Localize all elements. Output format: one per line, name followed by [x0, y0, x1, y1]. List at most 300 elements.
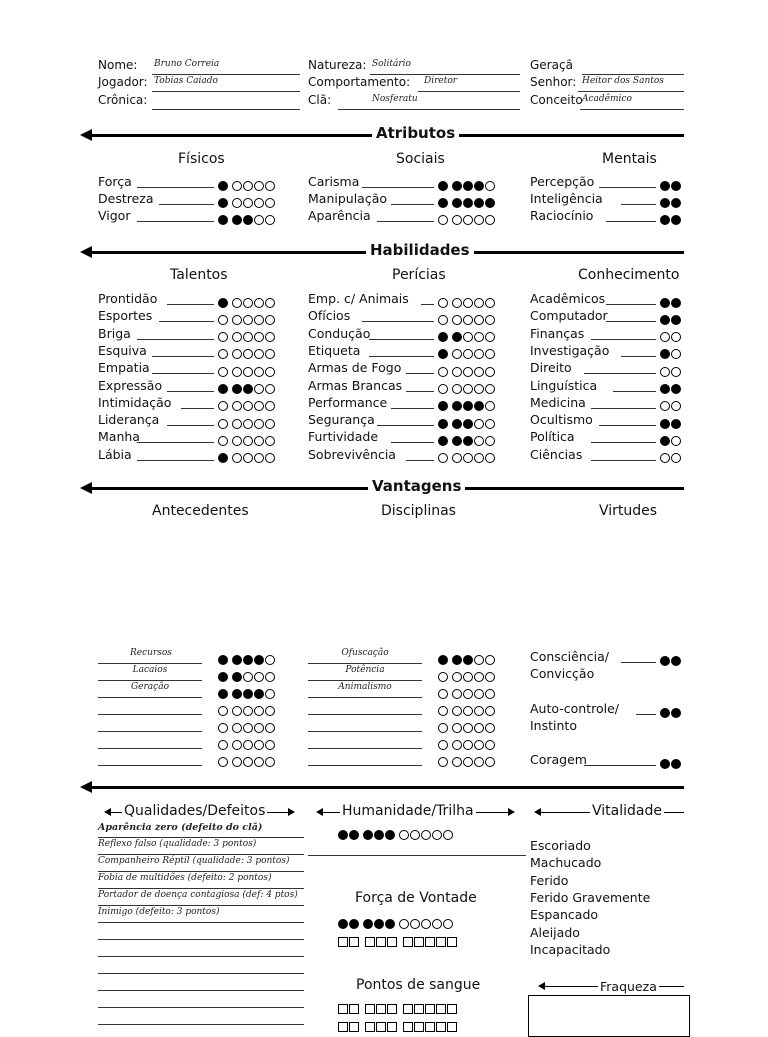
- empty-dot[interactable]: [474, 757, 484, 767]
- filled-dot[interactable]: [660, 181, 670, 191]
- dots-disciplina[interactable]: [438, 666, 496, 680]
- filled-dot[interactable]: [660, 436, 670, 446]
- empty-dot[interactable]: [218, 723, 228, 733]
- empty-dot[interactable]: [254, 315, 264, 325]
- filled-dot[interactable]: [671, 298, 681, 308]
- box[interactable]: [403, 937, 413, 947]
- dots-humanidade[interactable]: [338, 824, 454, 838]
- filled-dot[interactable]: [218, 672, 228, 682]
- dots-pericias[interactable]: [438, 292, 496, 306]
- empty-dot[interactable]: [265, 419, 275, 429]
- dots-virtude[interactable]: [660, 702, 682, 716]
- dots-conhecimentos[interactable]: [660, 361, 682, 375]
- box[interactable]: [365, 1004, 375, 1014]
- empty-dot[interactable]: [265, 367, 275, 377]
- empty-dot[interactable]: [452, 740, 462, 750]
- empty-dot[interactable]: [265, 672, 275, 682]
- cla-field[interactable]: [338, 109, 520, 110]
- qualidade-field[interactable]: [98, 837, 304, 838]
- empty-dot[interactable]: [660, 332, 670, 342]
- empty-dot[interactable]: [232, 315, 242, 325]
- dots-pericias[interactable]: [438, 344, 496, 358]
- empty-dot[interactable]: [254, 419, 264, 429]
- box[interactable]: [387, 937, 397, 947]
- filled-dot[interactable]: [232, 655, 242, 665]
- dots-disciplina[interactable]: [438, 700, 496, 714]
- dots-antecedente[interactable]: [218, 683, 276, 697]
- filled-dot[interactable]: [463, 419, 473, 429]
- box[interactable]: [376, 1022, 386, 1032]
- dots-talentos[interactable]: [218, 430, 276, 444]
- box[interactable]: [414, 1004, 424, 1014]
- sangue-boxes-2[interactable]: [338, 1016, 458, 1030]
- qualidade-field[interactable]: [98, 871, 304, 872]
- empty-dot[interactable]: [463, 672, 473, 682]
- box[interactable]: [338, 1022, 348, 1032]
- filled-dot[interactable]: [671, 198, 681, 208]
- empty-dot[interactable]: [432, 830, 442, 840]
- filled-dot[interactable]: [452, 198, 462, 208]
- empty-dot[interactable]: [410, 830, 420, 840]
- empty-dot[interactable]: [438, 672, 448, 682]
- filled-dot[interactable]: [254, 689, 264, 699]
- empty-dot[interactable]: [485, 689, 495, 699]
- empty-dot[interactable]: [474, 298, 484, 308]
- filled-dot[interactable]: [452, 655, 462, 665]
- filled-dot[interactable]: [438, 655, 448, 665]
- empty-dot[interactable]: [671, 332, 681, 342]
- dots-pericias[interactable]: [438, 413, 496, 427]
- filled-dot[interactable]: [660, 349, 670, 359]
- empty-dot[interactable]: [243, 672, 253, 682]
- empty-dot[interactable]: [671, 453, 681, 463]
- dots-antecedente[interactable]: [218, 717, 276, 731]
- empty-dot[interactable]: [265, 740, 275, 750]
- empty-dot[interactable]: [463, 367, 473, 377]
- empty-dot[interactable]: [485, 655, 495, 665]
- box[interactable]: [447, 1022, 457, 1032]
- empty-dot[interactable]: [485, 757, 495, 767]
- empty-dot[interactable]: [474, 655, 484, 665]
- dots-disciplina[interactable]: [438, 734, 496, 748]
- empty-dot[interactable]: [243, 332, 253, 342]
- box[interactable]: [387, 1004, 397, 1014]
- dots-forca[interactable]: [338, 913, 454, 927]
- antecedente-field[interactable]: [98, 731, 202, 732]
- box[interactable]: [338, 1004, 348, 1014]
- filled-dot[interactable]: [485, 198, 495, 208]
- dots-conhecimentos[interactable]: [660, 379, 682, 393]
- jogador-field[interactable]: [152, 91, 300, 92]
- filled-dot[interactable]: [463, 655, 473, 665]
- dots-conhecimentos[interactable]: [660, 413, 682, 427]
- empty-dot[interactable]: [452, 689, 462, 699]
- filled-dot[interactable]: [660, 419, 670, 429]
- filled-dot[interactable]: [671, 181, 681, 191]
- empty-dot[interactable]: [243, 706, 253, 716]
- empty-dot[interactable]: [463, 740, 473, 750]
- empty-dot[interactable]: [399, 830, 409, 840]
- empty-dot[interactable]: [232, 349, 242, 359]
- empty-dot[interactable]: [265, 706, 275, 716]
- box[interactable]: [425, 937, 435, 947]
- empty-dot[interactable]: [438, 215, 448, 225]
- empty-dot[interactable]: [474, 332, 484, 342]
- empty-dot[interactable]: [254, 757, 264, 767]
- empty-dot[interactable]: [232, 198, 242, 208]
- dots-conhecimentos[interactable]: [660, 309, 682, 323]
- empty-dot[interactable]: [243, 181, 253, 191]
- empty-dot[interactable]: [218, 367, 228, 377]
- empty-dot[interactable]: [438, 740, 448, 750]
- empty-dot[interactable]: [254, 453, 264, 463]
- empty-dot[interactable]: [232, 298, 242, 308]
- empty-dot[interactable]: [243, 723, 253, 733]
- box[interactable]: [376, 1004, 386, 1014]
- empty-dot[interactable]: [254, 349, 264, 359]
- empty-dot[interactable]: [463, 384, 473, 394]
- empty-dot[interactable]: [485, 215, 495, 225]
- dots-antecedente[interactable]: [218, 700, 276, 714]
- empty-dot[interactable]: [254, 436, 264, 446]
- dots-antecedente[interactable]: [218, 666, 276, 680]
- empty-dot[interactable]: [243, 298, 253, 308]
- box[interactable]: [425, 1004, 435, 1014]
- empty-dot[interactable]: [232, 723, 242, 733]
- filled-dot[interactable]: [474, 198, 484, 208]
- box[interactable]: [365, 937, 375, 947]
- empty-dot[interactable]: [474, 453, 484, 463]
- filled-dot[interactable]: [243, 215, 253, 225]
- qualidade-field[interactable]: [98, 888, 304, 889]
- empty-dot[interactable]: [265, 215, 275, 225]
- filled-dot[interactable]: [660, 656, 670, 666]
- empty-dot[interactable]: [438, 689, 448, 699]
- fraqueza-box[interactable]: [528, 995, 690, 1037]
- box[interactable]: [425, 1022, 435, 1032]
- empty-dot[interactable]: [474, 689, 484, 699]
- dots-mentais[interactable]: [660, 209, 682, 223]
- dots-conhecimentos[interactable]: [660, 327, 682, 341]
- empty-dot[interactable]: [660, 367, 670, 377]
- filled-dot[interactable]: [243, 689, 253, 699]
- dots-conhecimentos[interactable]: [660, 430, 682, 444]
- dots-disciplina[interactable]: [438, 649, 496, 663]
- filled-dot[interactable]: [243, 655, 253, 665]
- empty-dot[interactable]: [452, 384, 462, 394]
- empty-dot[interactable]: [438, 315, 448, 325]
- antecedente-field[interactable]: [98, 663, 202, 664]
- filled-dot[interactable]: [349, 919, 359, 929]
- empty-dot[interactable]: [452, 757, 462, 767]
- empty-dot[interactable]: [474, 367, 484, 377]
- empty-dot[interactable]: [265, 332, 275, 342]
- empty-dot[interactable]: [232, 419, 242, 429]
- empty-dot[interactable]: [474, 740, 484, 750]
- dots-mentais[interactable]: [660, 192, 682, 206]
- filled-dot[interactable]: [438, 436, 448, 446]
- empty-dot[interactable]: [474, 419, 484, 429]
- empty-dot[interactable]: [265, 315, 275, 325]
- box[interactable]: [447, 1004, 457, 1014]
- qualidade-field[interactable]: [98, 922, 304, 923]
- dots-conhecimentos[interactable]: [660, 448, 682, 462]
- empty-dot[interactable]: [243, 436, 253, 446]
- empty-dot[interactable]: [265, 349, 275, 359]
- dots-talentos[interactable]: [218, 309, 276, 323]
- disciplina-field[interactable]: [308, 748, 422, 749]
- empty-dot[interactable]: [218, 332, 228, 342]
- empty-dot[interactable]: [485, 723, 495, 733]
- filled-dot[interactable]: [218, 298, 228, 308]
- filled-dot[interactable]: [218, 198, 228, 208]
- empty-dot[interactable]: [218, 757, 228, 767]
- empty-dot[interactable]: [218, 740, 228, 750]
- dots-talentos[interactable]: [218, 344, 276, 358]
- dots-conhecimentos[interactable]: [660, 344, 682, 358]
- box[interactable]: [349, 1004, 359, 1014]
- filled-dot[interactable]: [463, 436, 473, 446]
- empty-dot[interactable]: [443, 830, 453, 840]
- dots-mentais[interactable]: [660, 175, 682, 189]
- empty-dot[interactable]: [254, 181, 264, 191]
- conceito-field[interactable]: [580, 109, 684, 110]
- empty-dot[interactable]: [671, 367, 681, 377]
- empty-dot[interactable]: [218, 315, 228, 325]
- dots-pericias[interactable]: [438, 379, 496, 393]
- empty-dot[interactable]: [243, 349, 253, 359]
- qualidade-field[interactable]: [98, 990, 304, 991]
- empty-dot[interactable]: [243, 419, 253, 429]
- empty-dot[interactable]: [218, 419, 228, 429]
- empty-dot[interactable]: [265, 655, 275, 665]
- qualidade-field[interactable]: [98, 1007, 304, 1008]
- filled-dot[interactable]: [438, 181, 448, 191]
- dots-pericias[interactable]: [438, 448, 496, 462]
- empty-dot[interactable]: [452, 672, 462, 682]
- empty-dot[interactable]: [485, 332, 495, 342]
- filled-dot[interactable]: [232, 215, 242, 225]
- empty-dot[interactable]: [438, 453, 448, 463]
- antecedente-field[interactable]: [98, 680, 202, 681]
- filled-dot[interactable]: [218, 181, 228, 191]
- empty-dot[interactable]: [463, 215, 473, 225]
- empty-dot[interactable]: [232, 740, 242, 750]
- empty-dot[interactable]: [265, 181, 275, 191]
- empty-dot[interactable]: [463, 315, 473, 325]
- empty-dot[interactable]: [485, 436, 495, 446]
- filled-dot[interactable]: [218, 384, 228, 394]
- empty-dot[interactable]: [474, 723, 484, 733]
- empty-dot[interactable]: [254, 332, 264, 342]
- antecedente-field[interactable]: [98, 697, 202, 698]
- dots-disciplina[interactable]: [438, 751, 496, 765]
- empty-dot[interactable]: [254, 198, 264, 208]
- box[interactable]: [365, 1022, 375, 1032]
- qualidade-field[interactable]: [98, 956, 304, 957]
- empty-dot[interactable]: [232, 757, 242, 767]
- empty-dot[interactable]: [243, 401, 253, 411]
- dots-talentos[interactable]: [218, 396, 276, 410]
- box[interactable]: [338, 937, 348, 947]
- empty-dot[interactable]: [232, 401, 242, 411]
- empty-dot[interactable]: [243, 757, 253, 767]
- empty-dot[interactable]: [463, 689, 473, 699]
- empty-dot[interactable]: [232, 181, 242, 191]
- filled-dot[interactable]: [218, 453, 228, 463]
- filled-dot[interactable]: [474, 401, 484, 411]
- dots-conhecimentos[interactable]: [660, 396, 682, 410]
- qualidade-field[interactable]: [98, 1024, 304, 1025]
- dots-talentos[interactable]: [218, 379, 276, 393]
- box[interactable]: [414, 1022, 424, 1032]
- empty-dot[interactable]: [485, 706, 495, 716]
- filled-dot[interactable]: [218, 655, 228, 665]
- empty-dot[interactable]: [218, 706, 228, 716]
- cronica-field[interactable]: [152, 109, 300, 110]
- filled-dot[interactable]: [660, 298, 670, 308]
- empty-dot[interactable]: [265, 401, 275, 411]
- empty-dot[interactable]: [485, 349, 495, 359]
- dots-sociais[interactable]: [438, 209, 496, 223]
- empty-dot[interactable]: [265, 689, 275, 699]
- dots-pericias[interactable]: [438, 361, 496, 375]
- empty-dot[interactable]: [254, 672, 264, 682]
- empty-dot[interactable]: [254, 384, 264, 394]
- antecedente-field[interactable]: [98, 714, 202, 715]
- qualidade-field[interactable]: [98, 905, 304, 906]
- dots-sociais[interactable]: [438, 175, 496, 189]
- antecedente-field[interactable]: [98, 748, 202, 749]
- filled-dot[interactable]: [438, 198, 448, 208]
- dots-antecedente[interactable]: [218, 751, 276, 765]
- filled-dot[interactable]: [660, 315, 670, 325]
- empty-dot[interactable]: [485, 384, 495, 394]
- dots-antecedente[interactable]: [218, 734, 276, 748]
- empty-dot[interactable]: [463, 349, 473, 359]
- empty-dot[interactable]: [463, 298, 473, 308]
- filled-dot[interactable]: [660, 215, 670, 225]
- empty-dot[interactable]: [463, 332, 473, 342]
- filled-dot[interactable]: [438, 349, 448, 359]
- dots-pericias[interactable]: [438, 430, 496, 444]
- filled-dot[interactable]: [338, 919, 348, 929]
- empty-dot[interactable]: [671, 436, 681, 446]
- empty-dot[interactable]: [254, 367, 264, 377]
- empty-dot[interactable]: [463, 706, 473, 716]
- empty-dot[interactable]: [232, 453, 242, 463]
- filled-dot[interactable]: [218, 689, 228, 699]
- dots-pericias[interactable]: [438, 396, 496, 410]
- empty-dot[interactable]: [452, 349, 462, 359]
- dots-fisicos[interactable]: [218, 209, 276, 223]
- dots-antecedente[interactable]: [218, 649, 276, 663]
- empty-dot[interactable]: [485, 453, 495, 463]
- filled-dot[interactable]: [385, 919, 395, 929]
- empty-dot[interactable]: [671, 349, 681, 359]
- filled-dot[interactable]: [374, 919, 384, 929]
- empty-dot[interactable]: [660, 401, 670, 411]
- box[interactable]: [414, 937, 424, 947]
- filled-dot[interactable]: [452, 332, 462, 342]
- empty-dot[interactable]: [410, 919, 420, 929]
- filled-dot[interactable]: [671, 708, 681, 718]
- empty-dot[interactable]: [254, 401, 264, 411]
- filled-dot[interactable]: [671, 656, 681, 666]
- empty-dot[interactable]: [452, 723, 462, 733]
- disciplina-field[interactable]: [308, 663, 422, 664]
- filled-dot[interactable]: [374, 830, 384, 840]
- dots-talentos[interactable]: [218, 448, 276, 462]
- box[interactable]: [349, 937, 359, 947]
- nome-field[interactable]: [152, 74, 300, 75]
- dots-talentos[interactable]: [218, 361, 276, 375]
- empty-dot[interactable]: [232, 367, 242, 377]
- box[interactable]: [403, 1004, 413, 1014]
- empty-dot[interactable]: [452, 298, 462, 308]
- empty-dot[interactable]: [463, 723, 473, 733]
- box[interactable]: [403, 1022, 413, 1032]
- comportamento-field[interactable]: [418, 91, 520, 92]
- filled-dot[interactable]: [452, 419, 462, 429]
- empty-dot[interactable]: [254, 740, 264, 750]
- disciplina-field[interactable]: [308, 765, 422, 766]
- filled-dot[interactable]: [463, 181, 473, 191]
- filled-dot[interactable]: [438, 419, 448, 429]
- empty-dot[interactable]: [485, 367, 495, 377]
- empty-dot[interactable]: [243, 198, 253, 208]
- empty-dot[interactable]: [474, 349, 484, 359]
- qualidade-field[interactable]: [98, 854, 304, 855]
- filled-dot[interactable]: [363, 919, 373, 929]
- filled-dot[interactable]: [349, 830, 359, 840]
- empty-dot[interactable]: [254, 723, 264, 733]
- empty-dot[interactable]: [218, 349, 228, 359]
- empty-dot[interactable]: [443, 919, 453, 929]
- dots-virtude[interactable]: [660, 650, 682, 664]
- qualidade-field[interactable]: [98, 973, 304, 974]
- filled-dot[interactable]: [243, 384, 253, 394]
- empty-dot[interactable]: [474, 706, 484, 716]
- dots-talentos[interactable]: [218, 292, 276, 306]
- empty-dot[interactable]: [265, 298, 275, 308]
- box[interactable]: [436, 937, 446, 947]
- empty-dot[interactable]: [438, 298, 448, 308]
- empty-dot[interactable]: [452, 315, 462, 325]
- empty-dot[interactable]: [265, 453, 275, 463]
- filled-dot[interactable]: [463, 198, 473, 208]
- dots-fisicos[interactable]: [218, 192, 276, 206]
- empty-dot[interactable]: [265, 436, 275, 446]
- filled-dot[interactable]: [385, 830, 395, 840]
- empty-dot[interactable]: [243, 367, 253, 377]
- dots-pericias[interactable]: [438, 327, 496, 341]
- filled-dot[interactable]: [463, 401, 473, 411]
- empty-dot[interactable]: [452, 453, 462, 463]
- filled-dot[interactable]: [218, 215, 228, 225]
- disciplina-field[interactable]: [308, 731, 422, 732]
- empty-dot[interactable]: [485, 419, 495, 429]
- disciplina-field[interactable]: [308, 680, 422, 681]
- empty-dot[interactable]: [485, 298, 495, 308]
- empty-dot[interactable]: [474, 215, 484, 225]
- filled-dot[interactable]: [438, 401, 448, 411]
- empty-dot[interactable]: [438, 706, 448, 716]
- empty-dot[interactable]: [660, 453, 670, 463]
- dots-virtude[interactable]: [660, 753, 682, 767]
- empty-dot[interactable]: [265, 757, 275, 767]
- empty-dot[interactable]: [452, 706, 462, 716]
